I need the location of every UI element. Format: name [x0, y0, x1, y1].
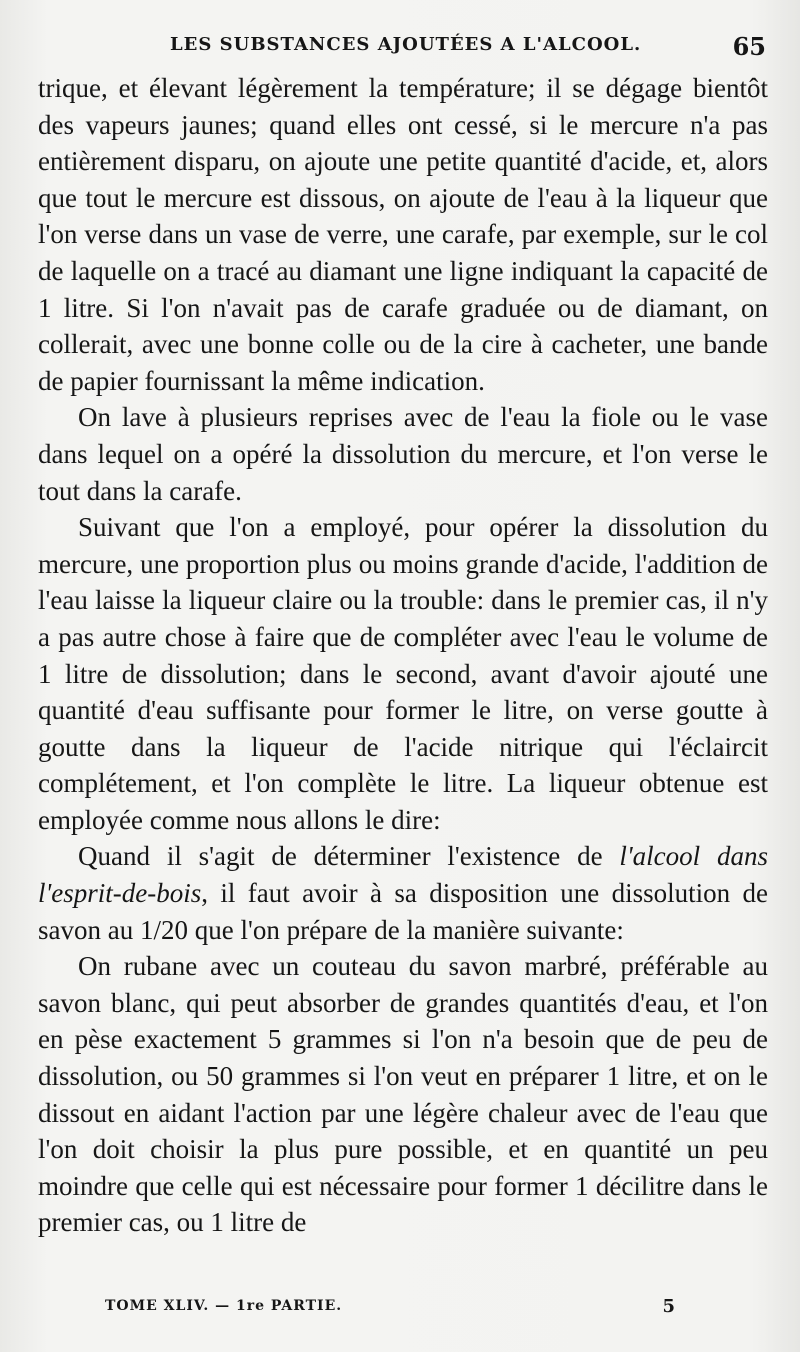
running-header — [38, 32, 770, 62]
volume-label: TOME XLIV. — 1re PARTIE. — [105, 1298, 343, 1314]
paragraph — [38, 70, 768, 399]
page-number: 65 — [732, 32, 766, 61]
paragraph — [38, 509, 768, 838]
text-run: trique, et élevant légèrement la température; il se dégage bientôt des vapeurs jaunes; quand elles ont cessé, si le mercure n'a pas entièrement disparu, on ajoute une petite quantité d'acide, et, alors que tout le mercure est dissous, on ajoute de l'eau à la liqueur que l'on verse dans un vase de verre, une carafe, par exemple, sur le col de laquelle on a tracé au diamant une ligne indiquant la capacité de 1 litre. Si l'on n'avait pas de carafe graduée ou de diamant, on collerait, avec une bonne colle ou de la cire à cacheter, une bande de papier fournissant la même indication. — [38, 73, 768, 396]
signature-mark: 5 — [662, 1296, 675, 1317]
paragraph — [38, 399, 768, 509]
text-run: On rubane avec un couteau du savon marbré, préférable au savon blanc, qui peut absorber de grandes quantités d'eau, et l'on en pèse exactement 5 grammes si l'on n'a besoin que de peu de dissolution, ou 50 grammes si l'on veut en préparer 1 litre, et on le dissout en aidant l'action par une légère chaleur avec de l'eau que l'on doit choisir la plus pure possible, et en quantité un peu moindre que celle qui est nécessaire pour former 1 décilitre dans le premier cas, ou 1 litre de — [38, 951, 768, 1238]
page-footer — [105, 1298, 675, 1322]
text-run: Quand il s'agit de déterminer l'existence de — [78, 841, 620, 872]
paragraph — [38, 948, 768, 1241]
text-run: Suivant que l'on a employé, pour opérer la dissolution du mercure, une proportion plus ou moins grande d'acide, l'addition de l'eau laisse la liqueur claire ou la trouble: dans le premier cas, il n'y a pas autre chose à faire que de compléter avec l'eau le volume de 1 litre de dissolution; dans le second, avant d'avoir ajouté une quantité d'eau suffisante pour former le litre, on verse goutte à goutte dans la liqueur de l'acide nitrique qui l'éclaircit complétement, et l'on complète le litre. La liqueur obtenue est employée comme nous allons le dire: — [38, 512, 768, 835]
paragraph — [38, 838, 768, 948]
italic-phrase: l'alcool dans l'esprit-de-bois — [38, 841, 768, 909]
text-run: , il faut avoir à sa disposition une dissolution de savon au 1/20 que l'on prépare de la manière suivante: — [38, 878, 768, 945]
text-run: On lave à plusieurs reprises avec de l'eau la fiole ou le vase dans lequel on a opéré la dissolution du mercure, et l'on verse le tout dans la carafe. — [38, 402, 768, 506]
running-title: LES SUBSTANCES AJOUTÉES A L'ALCOOL. — [170, 34, 642, 55]
body-text — [38, 70, 768, 1241]
